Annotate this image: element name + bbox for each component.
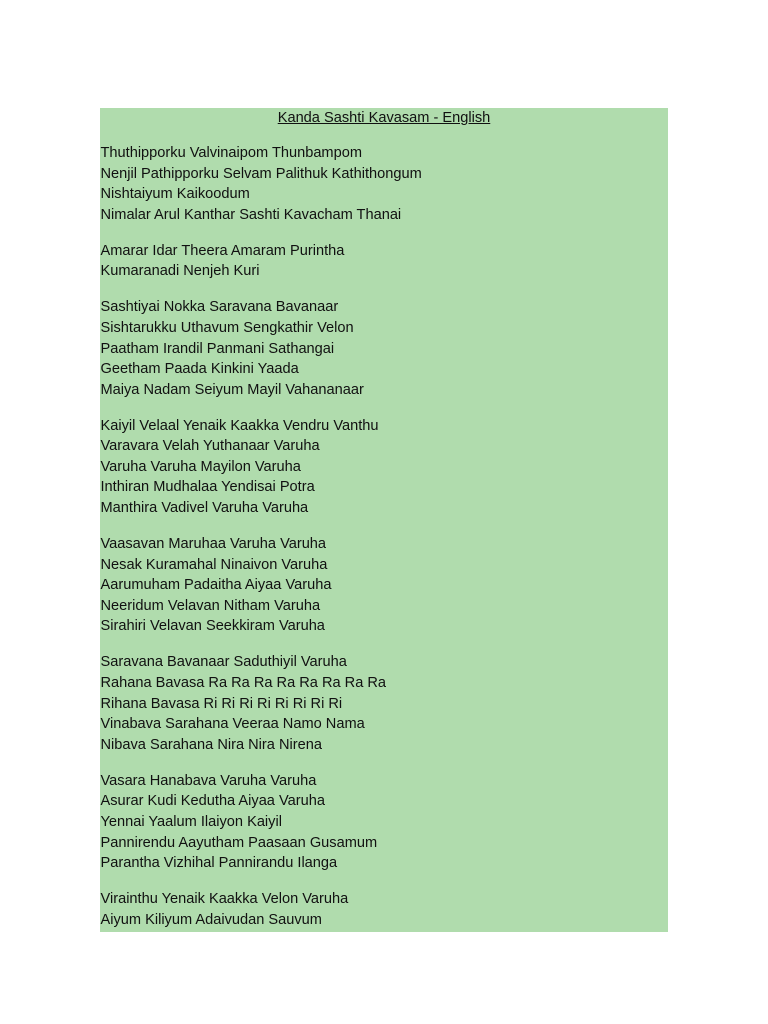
verse-line: Kaiyil Velaal Yenaik Kaakka Vendru Vanthu xyxy=(100,417,379,434)
verse-line: Virainthu Yenaik Kaakka Velon Varuha xyxy=(100,891,349,908)
verse-line: Rahana Bavasa Ra Ra Ra Ra Ra Ra Ra Ra xyxy=(100,675,387,692)
verse-line: Varavara Velah Yuthanaar Varuha xyxy=(100,438,320,455)
verse-stanza xyxy=(100,534,668,637)
verse-line: Manthira Vadivel Varuha Varuha xyxy=(100,500,309,517)
verse-line: Sirahiri Velavan Seekkiram Varuha xyxy=(100,618,325,635)
verse-stanza xyxy=(100,889,668,930)
verse-line: Vasara Hanabava Varuha Varuha xyxy=(100,772,317,789)
verse-line: Vaasavan Maruhaa Varuha Varuha xyxy=(100,536,327,553)
verse-stanza xyxy=(100,241,668,282)
verse-line: Amarar Idar Theera Amaram Purintha xyxy=(100,242,345,259)
verse-line: Inthiran Mudhalaa Yendisai Potra xyxy=(100,479,315,496)
verse-stanza xyxy=(100,416,668,519)
verse-stanza xyxy=(100,771,668,874)
verse-line: Saravana Bavanaar Saduthiyil Varuha xyxy=(100,654,347,671)
verse-line: Parantha Vizhihal Pannirandu Ilanga xyxy=(100,855,338,872)
verse-stanza xyxy=(100,652,668,755)
verse-line: Pannirendu Aayutham Paasaan Gusamum xyxy=(100,834,378,851)
verse-line: Maiya Nadam Seiyum Mayil Vahananaar xyxy=(100,381,364,398)
verse-line: Geetham Paada Kinkini Yaada xyxy=(100,361,299,378)
verse-line: Aiyum Kiliyum Adaivudan Sauvum xyxy=(100,911,322,928)
verse-line: Aarumuham Padaitha Aiyaa Varuha xyxy=(100,577,332,594)
verse-line: Nishtaiyum Kaikoodum xyxy=(100,186,250,203)
verse-stanza xyxy=(100,297,668,400)
verse-line: Nibava Sarahana Nira Nira Nirena xyxy=(100,736,322,753)
verse-line: Nesak Kuramahal Ninaivon Varuha xyxy=(100,556,328,573)
verse-line: Thuthipporku Valvinaipom Thunbampom xyxy=(100,145,362,161)
verse-line: Nenjil Pathipporku Selvam Palithuk Kathithongum xyxy=(100,165,422,182)
document-page xyxy=(100,108,668,932)
verse-line: Asurar Kudi Kedutha Aiyaa Varuha xyxy=(100,793,325,810)
verse-line: Sashtiyai Nokka Saravana Bavanaar xyxy=(100,299,339,316)
verse-line: Varuha Varuha Mayilon Varuha xyxy=(100,458,301,475)
verse-stanza xyxy=(100,143,668,225)
verse-line: Kumaranadi Nenjeh Kuri xyxy=(100,263,260,280)
verse-line: Sishtarukku Uthavum Sengkathir Velon xyxy=(100,319,354,336)
document-title: Kanda Sashti Kavasam - English xyxy=(277,110,491,126)
verse-line: Rihana Bavasa Ri Ri Ri Ri Ri Ri Ri Ri xyxy=(100,695,343,712)
verse-line: Vinabava Sarahana Veeraa Namo Nama xyxy=(100,716,365,733)
verse-line: Nimalar Arul Kanthar Sashti Kavacham Thanai xyxy=(100,206,402,223)
verse-line: Yennai Yaalum Ilaiyon Kaiyil xyxy=(100,813,282,830)
verse-line: Paatham Irandil Panmani Sathangai xyxy=(100,340,335,357)
verse-line: Neeridum Velavan Nitham Varuha xyxy=(100,597,321,614)
verse-container xyxy=(100,143,668,930)
